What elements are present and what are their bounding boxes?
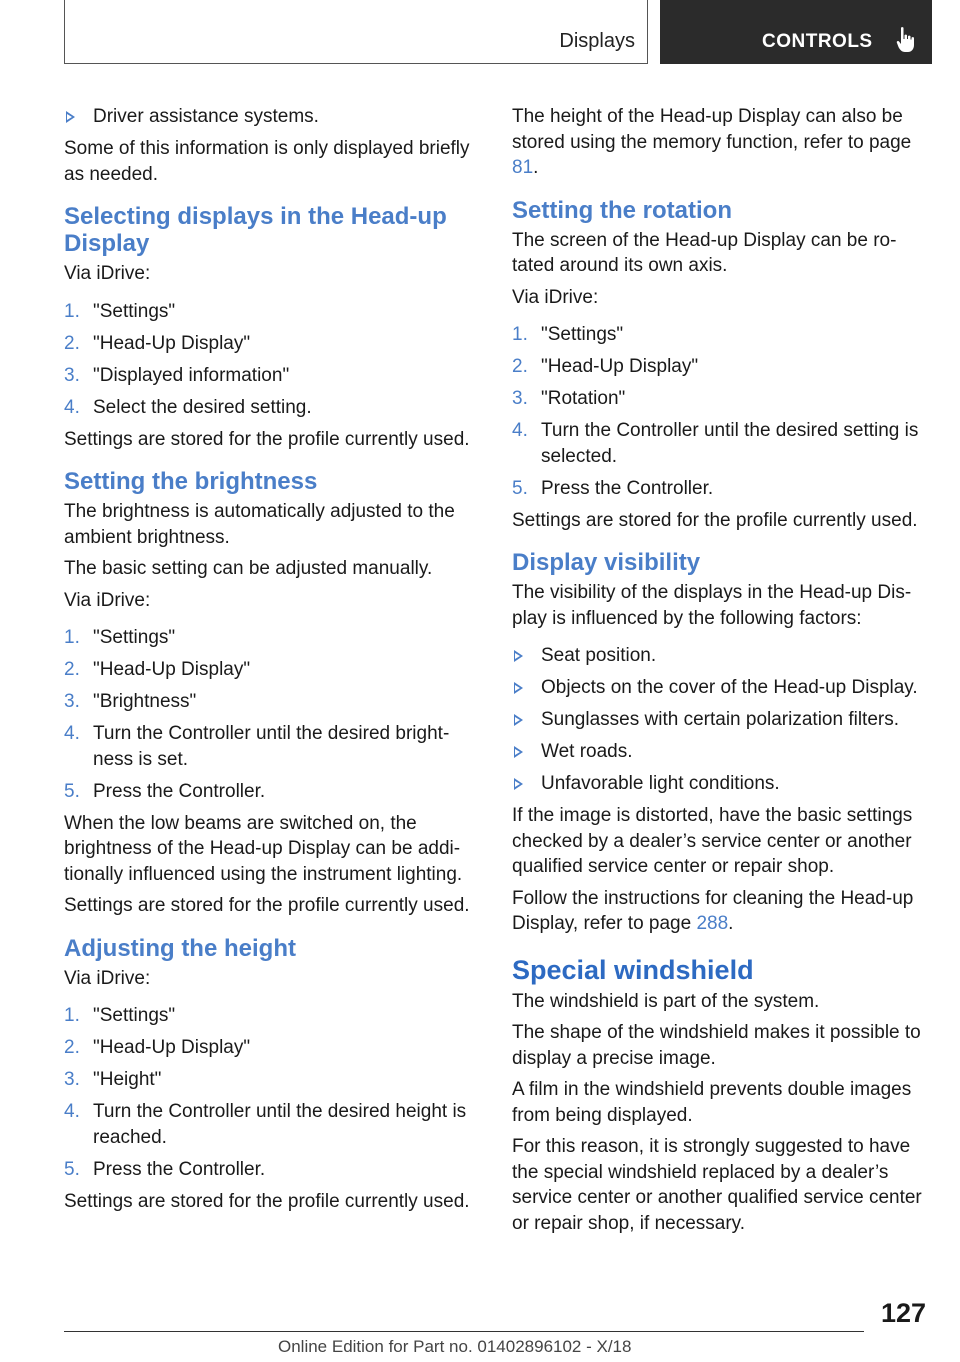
memory-text-body: The height of the Head-up Display can also be stored using the memory function, refer to page: [512, 106, 912, 153]
step-text: Turn the Controller until the desired height is reached.: [93, 1101, 467, 1148]
page-link-288[interactable]: 288: [696, 913, 729, 934]
heading-height: Adjusting the height: [64, 934, 296, 962]
list-item: [64, 657, 478, 683]
list-item: [64, 1003, 478, 1029]
triangle-bullet-icon: [514, 682, 523, 694]
footer-text: Online Edition for Part no. 01402896102 - X/18: [278, 1337, 632, 1356]
selecting-steps: [64, 299, 478, 421]
step-number: 3.: [64, 691, 80, 712]
visibility-factors: [512, 643, 926, 797]
step-number: 5.: [64, 780, 80, 802]
settings-note: Settings are stored for the profile currently used.: [64, 895, 470, 916]
windshield-text-4: For this reason, it is strongly suggested to have the special windshield replaced by a dealer’s service center or another qualified service center or repair shop, if necessary.: [512, 1136, 922, 1234]
step-number: 2.: [64, 1037, 80, 1058]
triangle-bullet-icon: [514, 746, 523, 758]
brightness-text: The brightness is automatically adjusted to the ambient brightness.: [64, 501, 455, 548]
distortion-text: If the image is distorted, have the basic settings checked by a dealer’s service center or another qualified service center or repair shop.: [512, 805, 913, 877]
step-text: "Head-Up Display": [93, 332, 251, 354]
step-text: Press the Controller.: [541, 477, 714, 499]
list-item: [512, 771, 926, 797]
list-item: [64, 721, 478, 772]
intro-bullets: [64, 104, 478, 130]
bullet-text: Seat position.: [541, 645, 657, 666]
list-item: [64, 1157, 478, 1183]
list-item: [64, 1035, 478, 1061]
heading-visibility: Display visibility: [512, 549, 701, 576]
list-item: [64, 299, 478, 325]
list-item: [64, 395, 478, 421]
heading-special-windshield: Special windshield: [512, 954, 754, 985]
step-text: Turn the Controller until the desired brightness is set.: [93, 723, 450, 770]
step-number: 5.: [512, 477, 528, 499]
bullet-text: Driver assistance systems.: [93, 106, 319, 127]
step-text: "Settings": [93, 627, 176, 648]
list-item: [64, 1099, 478, 1150]
list-item: [64, 689, 478, 715]
step-text: "Rotation": [541, 388, 626, 409]
step-number: 4.: [64, 396, 80, 418]
step-text: "Settings": [93, 1005, 176, 1026]
height-steps: [64, 1003, 478, 1182]
triangle-bullet-icon: [514, 778, 523, 790]
step-number: 2.: [64, 332, 80, 354]
step-text: Select the desired setting.: [93, 396, 312, 418]
step-number: 4.: [512, 420, 528, 441]
triangle-bullet-icon: [514, 714, 523, 726]
bullet-text: Wet roads.: [541, 741, 633, 762]
windshield-text-1: The windshield is part of the system.: [512, 990, 820, 1012]
intro-text: Some of this information is only displayed briefly as needed.: [64, 138, 470, 185]
heading-brightness: Setting the brightness: [64, 468, 318, 495]
step-number: 1.: [64, 1005, 80, 1026]
section-title: Displays: [559, 30, 635, 52]
step-text: Turn the Controller until the desired setting is selected.: [541, 420, 919, 467]
via-idrive-text: Via iDrive:: [64, 263, 151, 284]
step-number: 4.: [64, 723, 80, 744]
bullet-text: Sunglasses with certain polarization filters.: [541, 709, 900, 730]
step-number: 1.: [64, 627, 80, 648]
step-number: 2.: [512, 356, 528, 377]
low-beam-text: When the low beams are switched on, the brightness of the Head-up Display can be additionally influenced using the instrument lighting.: [64, 812, 463, 885]
step-text: "Settings": [93, 300, 176, 322]
step-number: 1.: [512, 324, 528, 345]
list-item: [64, 363, 478, 389]
step-text: Press the Controller.: [93, 780, 266, 802]
list-item: [512, 322, 926, 348]
list-item: [512, 643, 926, 669]
step-number: 3.: [512, 388, 528, 409]
step-text: "Height": [93, 1069, 162, 1090]
cleaning-text: Follow the instructions for cleaning the Head-up Display, refer to page 288.: [512, 887, 914, 934]
list-item: [64, 104, 478, 130]
step-text: "Head-Up Display": [93, 659, 251, 680]
visibility-text: The visibility of the displays in the Head-up Display is influenced by the following factors:: [512, 582, 912, 629]
list-item: [64, 779, 478, 805]
settings-note: Settings are stored for the profile currently used.: [512, 509, 918, 531]
memory-text: The height of the Head-up Display can also be stored using the memory function, refer to page 81.: [512, 106, 912, 178]
heading-selecting-displays: Selecting displays in the Head-up Display: [64, 203, 447, 257]
footer-divider: [64, 1331, 864, 1332]
chapter-tab: [660, 0, 932, 64]
page-header: [64, 0, 932, 66]
step-text: "Brightness": [93, 691, 197, 712]
list-item: [512, 707, 926, 733]
settings-note: Settings are stored for the profile currently used.: [64, 428, 470, 450]
via-idrive-text: Via iDrive:: [64, 967, 151, 989]
page-link-81[interactable]: 81: [512, 157, 534, 178]
brightness-steps: [64, 625, 478, 804]
list-item: [64, 331, 478, 357]
step-text: "Settings": [541, 324, 624, 345]
cleaning-text-body: Follow the instructions for cleaning the Head-up Display, refer to page: [512, 887, 914, 934]
triangle-bullet-icon: [514, 650, 523, 662]
right-column: [512, 104, 926, 1242]
list-item: [512, 675, 926, 701]
chapter-title: CONTROLS: [762, 31, 873, 52]
bullet-text: Unfavorable light conditions.: [541, 773, 780, 794]
list-item: [64, 1067, 478, 1093]
step-number: 4.: [64, 1101, 80, 1122]
left-column: [64, 104, 478, 1220]
pointing-hand-icon: [896, 26, 920, 54]
list-item: [512, 386, 926, 412]
via-idrive-text: Via iDrive:: [64, 589, 151, 611]
rotation-steps: [512, 322, 926, 501]
list-item: [512, 418, 926, 469]
section-tab: [64, 0, 648, 64]
step-text: "Displayed information": [93, 364, 290, 386]
list-item: [512, 476, 926, 502]
windshield-text-2: The shape of the windshield makes it possible to display a precise image.: [512, 1022, 921, 1069]
list-item: [64, 625, 478, 651]
step-number: 3.: [64, 1069, 80, 1090]
list-item: [512, 739, 926, 765]
brightness-manual-text: The basic setting can be adjusted manually.: [64, 558, 433, 579]
heading-rotation: Setting the rotation: [512, 196, 732, 224]
settings-note: Settings are stored for the profile currently used.: [64, 1190, 470, 1212]
page-number: 127: [880, 1298, 926, 1328]
step-number: 5.: [64, 1158, 80, 1180]
step-text: "Head-Up Display": [541, 356, 699, 377]
step-number: 2.: [64, 659, 80, 680]
via-idrive-text: Via iDrive:: [512, 286, 599, 308]
step-number: 1.: [64, 300, 80, 322]
windshield-text-3: A film in the windshield prevents double images from being displayed.: [512, 1079, 912, 1126]
rotation-text: The screen of the Head-up Display can be rotated around its own axis.: [512, 229, 897, 276]
step-text: "Head-Up Display": [93, 1037, 251, 1058]
list-item: [512, 354, 926, 380]
step-number: 3.: [64, 364, 80, 386]
bullet-text: Objects on the cover of the Head-up Display.: [541, 677, 918, 698]
triangle-bullet-icon: [66, 111, 75, 123]
step-text: Press the Controller.: [93, 1158, 266, 1180]
